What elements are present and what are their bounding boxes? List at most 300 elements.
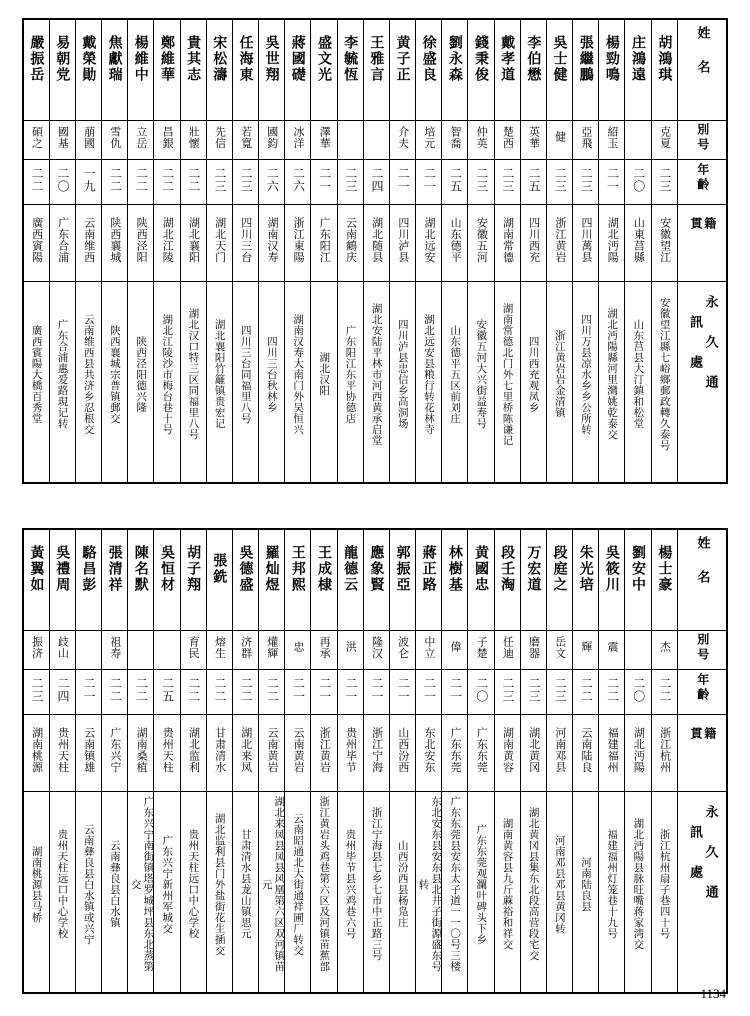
cell-address	[232, 792, 258, 994]
age-text: 二四	[55, 677, 70, 703]
address-text: 湖北安陆平林市河西黄承启堂	[370, 302, 383, 446]
cell-address	[494, 792, 520, 994]
table-row-native	[23, 205, 727, 282]
cell-alias	[468, 631, 494, 670]
name-text: 庄鴻遠	[630, 35, 647, 83]
cell-age	[468, 670, 494, 715]
address-text: 湖南桃源县马桥	[30, 845, 43, 923]
address-text: 云南维西县共济乡忍根交	[82, 313, 95, 435]
cell-age	[651, 670, 677, 715]
cell-name	[311, 529, 337, 631]
cell-age	[389, 670, 415, 715]
name-text: 錢秉俊	[473, 35, 489, 83]
name-text: 段庭之	[551, 545, 568, 593]
cell-native	[363, 715, 389, 792]
cell-age	[442, 670, 468, 715]
native-text: 廣西賓陽	[30, 217, 44, 263]
cell-native	[75, 715, 101, 792]
cell-alias	[49, 121, 75, 160]
cell-age	[49, 160, 75, 205]
cell-address	[75, 792, 101, 994]
cell-alias	[259, 631, 285, 670]
alias-text: 英華	[527, 125, 541, 149]
cell-address	[102, 792, 128, 994]
age-text: 二一	[396, 677, 411, 703]
address-text: 浙江黄岩岩金清镇	[553, 330, 566, 418]
cell-native	[389, 715, 415, 792]
roster-table-top	[22, 18, 728, 484]
name-text: 李毓恆	[342, 35, 359, 83]
alias-text: 澤華	[318, 125, 332, 149]
name-text: 李伯懋	[525, 35, 542, 83]
cell-alias	[599, 631, 625, 670]
cell-native	[599, 205, 625, 282]
cell-native	[416, 715, 442, 792]
cell-name	[573, 529, 599, 631]
cell-alias	[416, 121, 442, 160]
cell-alias	[49, 631, 75, 670]
cell-native	[468, 205, 494, 282]
cell-native	[23, 205, 49, 282]
cell-name	[442, 529, 468, 631]
cell-alias	[154, 121, 180, 160]
native-text: 云南鶴庆	[344, 217, 358, 263]
cell-alias	[363, 121, 389, 160]
cell-age	[520, 160, 546, 205]
cell-name	[49, 19, 75, 121]
cell-native	[416, 205, 442, 282]
cell-address	[363, 792, 389, 994]
address-text: 湖南汉寿大南门外吴恒兴	[292, 313, 305, 435]
cell-name	[520, 529, 546, 631]
name-text: 貴其志	[185, 35, 202, 83]
page-number: 1134	[700, 986, 726, 1001]
header-cell-native	[678, 205, 728, 282]
cell-name	[75, 529, 101, 631]
native-text: 浙江宁海	[370, 727, 384, 773]
cell-name	[494, 529, 520, 631]
address-text: 四川三台秋林乡	[265, 335, 278, 413]
native-text: 山西汾西	[396, 727, 410, 773]
cell-address	[546, 282, 572, 484]
age-text: 二一	[422, 677, 437, 703]
cell-name	[494, 19, 520, 121]
cell-address	[389, 282, 415, 484]
address-text: 山东莒县大汀鎮和松堂	[632, 319, 645, 429]
cell-name	[625, 529, 651, 631]
native-text: 云南黄岩	[292, 727, 306, 773]
cell-alias	[311, 121, 337, 160]
name-text: 陳名默	[132, 545, 149, 593]
age-text: 二一	[317, 677, 332, 703]
age-text: 二一	[291, 677, 306, 703]
cell-name	[23, 529, 49, 631]
cell-address	[154, 792, 180, 994]
cell-native	[573, 715, 599, 792]
name-text: 吳恒材	[158, 545, 175, 593]
native-text: 甘肃清水	[213, 727, 227, 773]
address-text: 云南昭通北大街通祥圃厂转交	[292, 812, 305, 956]
cell-native	[573, 205, 599, 282]
cell-address	[23, 792, 49, 994]
name-text: 駱昌彭	[80, 545, 97, 593]
native-text: 广东阳江	[318, 217, 332, 263]
age-text: 二一	[82, 677, 97, 703]
cell-alias	[102, 631, 128, 670]
cell-age	[337, 160, 363, 205]
age-text: 二三	[553, 167, 568, 193]
address-text: 四川万县凉水乡乡公所转	[579, 313, 592, 435]
name-text: 應象賢	[368, 545, 385, 593]
table-gap	[22, 484, 728, 510]
name-text: 郭振亞	[394, 545, 411, 593]
name-text: 易朝党	[54, 35, 71, 83]
cell-age	[416, 160, 442, 205]
address-text: 浙江宁海县七乡七市中正路三号	[370, 807, 383, 961]
address-text: 湖北汉阳	[318, 352, 331, 396]
cell-age	[494, 670, 520, 715]
cell-address	[49, 282, 75, 484]
address-text: 云南彝良县白水镇	[108, 840, 121, 928]
header-cell-name	[678, 529, 728, 631]
header-age-text: 年齡	[695, 673, 710, 703]
age-text: 二三	[500, 167, 515, 193]
cell-name	[128, 529, 154, 631]
age-text: 二四	[370, 167, 385, 193]
address-text: 甘肃清水县龙山镇思元	[239, 829, 252, 939]
table-row-age	[23, 160, 727, 205]
name-text: 蔣國礎	[289, 35, 306, 83]
age-text: 二三	[527, 677, 542, 703]
name-text: 盛文光	[315, 35, 332, 83]
name-text: 楊士豪	[656, 545, 673, 593]
cell-name	[154, 19, 180, 121]
address-text: 贵州天柱远口中心学校	[56, 829, 69, 939]
age-text: 二三	[239, 167, 254, 193]
age-text: 二一	[422, 167, 437, 193]
cell-name	[102, 529, 128, 631]
native-text: 湖南桃源	[30, 727, 44, 773]
cell-age	[232, 160, 258, 205]
alias-text: 萠國	[82, 125, 96, 149]
cell-native	[49, 205, 75, 282]
cell-alias	[23, 631, 49, 670]
alias-text: 若寬	[239, 125, 253, 149]
cell-address	[625, 282, 651, 484]
cell-alias	[259, 121, 285, 160]
cell-native	[651, 715, 677, 792]
header-native-text: 籍 貫	[689, 726, 717, 742]
cell-name	[259, 19, 285, 121]
name-text: 徐盛良	[420, 35, 437, 83]
alias-text: 碩之	[30, 125, 44, 149]
cell-alias	[389, 121, 415, 160]
name-text: 胡鴻琪	[656, 35, 673, 83]
native-text: 湖北襄阳	[187, 217, 201, 263]
name-text: 鄭維華	[158, 35, 175, 83]
address-text: 湖北监利县门外盐街花生插交	[213, 812, 226, 956]
cell-address	[520, 282, 546, 484]
address-text: 东北安东县安东县北井子街源盛东号转	[417, 796, 443, 972]
cell-name	[232, 529, 258, 631]
native-text: 安徽望江	[658, 217, 672, 263]
cell-native	[259, 205, 285, 282]
cell-alias	[180, 631, 206, 670]
address-text: 广东东莞县安东太子道一一〇号三楼	[449, 796, 462, 972]
cell-age	[154, 160, 180, 205]
cell-age	[285, 160, 311, 205]
name-text: 吳禮周	[54, 545, 71, 593]
cell-age	[102, 670, 128, 715]
alias-text: 震	[606, 641, 620, 653]
address-text: 广东阳江东平协德店	[344, 324, 357, 424]
name-text: 吳士健	[551, 35, 568, 83]
cell-age	[75, 160, 101, 205]
alias-text: 克夏	[658, 125, 672, 149]
cell-name	[154, 529, 180, 631]
cell-alias	[651, 631, 677, 670]
cell-age	[442, 160, 468, 205]
address-text: 陕西襄城宗普镇郵交	[108, 324, 121, 424]
native-text: 湖北监利	[187, 727, 201, 773]
address-text: 云南彝良县白水镇或兴宁	[82, 823, 95, 945]
cell-address	[311, 282, 337, 484]
native-text: 安徽五河	[475, 217, 489, 263]
alias-text: 立岳	[134, 125, 148, 149]
address-text: 湖北沔陽縣河里灣姚乾泰交	[606, 308, 619, 440]
cell-native	[128, 205, 154, 282]
cell-native	[285, 205, 311, 282]
cell-address	[180, 792, 206, 994]
native-text: 湖南黄容	[501, 727, 515, 773]
age-text: 二二	[160, 167, 175, 193]
cell-alias	[154, 631, 180, 670]
cell-native	[259, 715, 285, 792]
cell-name	[206, 529, 232, 631]
age-text: 二三	[579, 167, 594, 193]
cell-age	[206, 160, 232, 205]
alias-text: 健	[553, 131, 567, 143]
alias-text: 隆汉	[370, 635, 384, 659]
cell-alias	[442, 631, 468, 670]
name-text: 胡子翔	[185, 545, 202, 593]
cell-address	[363, 282, 389, 484]
cell-address	[206, 792, 232, 994]
cell-alias	[75, 631, 101, 670]
native-text: 云南黄岩	[265, 727, 279, 773]
native-text: 湖北黄冈	[527, 727, 541, 773]
header-cell-address	[678, 792, 728, 994]
native-text: 山東莒縣	[632, 217, 646, 263]
alias-text: 洪	[344, 641, 358, 653]
age-text: 二〇	[474, 677, 489, 703]
cell-age	[285, 670, 311, 715]
alias-text: 壯懷	[187, 125, 201, 149]
age-text: 二三	[474, 167, 489, 193]
address-text: 山西汾西县杨凫庄	[396, 840, 409, 928]
native-text: 贵州天柱	[56, 727, 70, 773]
cell-address	[389, 792, 415, 994]
cell-address	[259, 792, 285, 994]
cell-address	[573, 792, 599, 994]
cell-native	[651, 205, 677, 282]
address-text: 陕西泾阳德兴隆	[135, 335, 148, 413]
name-text: 戴榮勛	[80, 35, 97, 83]
address-text: 湖南常德北门外七里桥陈谦记	[501, 302, 514, 446]
cell-age	[625, 160, 651, 205]
age-text: 二二	[186, 167, 201, 193]
alias-text: 济群	[239, 635, 253, 659]
cell-age	[154, 670, 180, 715]
cell-alias	[363, 631, 389, 670]
header-address-text: 永 久 通 訊 處	[687, 294, 718, 394]
cell-address	[75, 282, 101, 484]
cell-name	[75, 19, 101, 121]
cell-name	[573, 19, 599, 121]
address-text: 四川三台同福里八号	[239, 324, 252, 424]
cell-native	[206, 205, 232, 282]
cell-age	[206, 670, 232, 715]
cell-address	[311, 792, 337, 994]
cell-age	[259, 160, 285, 205]
cell-name	[102, 19, 128, 121]
name-text: 段壬淘	[499, 545, 516, 593]
cell-address	[23, 282, 49, 484]
cell-name	[180, 529, 206, 631]
cell-age	[389, 160, 415, 205]
native-text: 云南陆良	[580, 727, 594, 773]
cell-address	[416, 792, 442, 994]
cell-name	[180, 19, 206, 121]
cell-native	[337, 715, 363, 792]
alias-text: 輝	[579, 641, 593, 653]
cell-name	[651, 529, 677, 631]
age-text: 二二	[108, 167, 123, 193]
cell-name	[599, 19, 625, 121]
cell-native	[23, 715, 49, 792]
cell-native	[363, 205, 389, 282]
name-text: 焦獻瑞	[106, 35, 123, 83]
age-text: 二二	[239, 677, 254, 703]
cell-address	[546, 792, 572, 994]
cell-age	[128, 670, 154, 715]
address-text: 湖南黄容县九斤蔴裕和祥交	[501, 818, 514, 950]
cell-native	[494, 715, 520, 792]
cell-age	[520, 670, 546, 715]
cell-alias	[625, 631, 651, 670]
name-text: 嚴振岳	[28, 35, 45, 83]
table-row-native	[23, 715, 727, 792]
cell-alias	[494, 121, 520, 160]
address-text: 广东东莞观瀾叶碑头下乡	[475, 823, 488, 945]
cell-alias	[128, 631, 154, 670]
age-text: 二一	[448, 677, 463, 703]
cell-alias	[232, 631, 258, 670]
cell-alias	[546, 631, 572, 670]
native-text: 浙江黄岩	[318, 727, 332, 773]
header-name-text: 姓 名	[694, 536, 710, 586]
cell-alias	[520, 121, 546, 160]
cell-age	[573, 670, 599, 715]
native-text: 湖北天门	[213, 217, 227, 263]
alias-text: 昌銀	[161, 125, 175, 149]
cell-name	[285, 529, 311, 631]
cell-name	[546, 529, 572, 631]
header-cell-age	[678, 670, 728, 715]
alias-text: 育民	[187, 635, 201, 659]
cell-age	[416, 670, 442, 715]
native-text: 浙江杭州	[658, 727, 672, 773]
cell-native	[546, 715, 572, 792]
age-text: 二三	[343, 167, 358, 193]
cell-address	[128, 282, 154, 484]
table-row-names	[23, 529, 727, 631]
native-text: 湖北江陵	[161, 217, 175, 263]
address-text: 安徽望江縣七峪鄉郵政轉久泰号	[658, 297, 671, 451]
cell-name	[23, 19, 49, 121]
alias-text: 波仑	[396, 635, 410, 659]
alias-text: 再承	[318, 635, 332, 659]
native-text: 云南维西	[82, 217, 96, 263]
age-text: 二五	[448, 167, 463, 193]
cell-address	[49, 792, 75, 994]
cell-address	[651, 282, 677, 484]
table-row-address	[23, 792, 727, 994]
cell-native	[625, 205, 651, 282]
cell-native	[337, 205, 363, 282]
native-text: 福建福州	[606, 727, 620, 773]
age-text: 二六	[291, 167, 306, 193]
header-alias-text: 別号	[695, 123, 710, 153]
native-text: 湖南汉寿	[265, 217, 279, 263]
age-text: 二六	[265, 167, 280, 193]
age-text: 二三	[30, 677, 45, 703]
name-text: 黄子正	[394, 35, 411, 83]
native-text: 东北安东	[422, 727, 436, 773]
address-text: 湖北远安县粮行转花林寺	[422, 313, 435, 435]
header-cell-name	[678, 19, 728, 121]
alias-text: 杰	[658, 641, 672, 653]
alias-text: 子楚	[475, 635, 489, 659]
cell-native	[546, 205, 572, 282]
alias-text: 振济	[30, 635, 44, 659]
age-text: 二二	[265, 677, 280, 703]
cell-alias	[442, 121, 468, 160]
cell-native	[520, 205, 546, 282]
cell-alias	[468, 121, 494, 160]
native-text: 四川泸县	[396, 217, 410, 263]
address-text: 湖北黄冈县集东北段高营段宅交	[527, 807, 540, 961]
address-text: 湖北来凤县凤县风凰第六区双河镇苗元	[260, 796, 286, 972]
cell-address	[154, 282, 180, 484]
cell-age	[625, 670, 651, 715]
cell-address	[206, 282, 232, 484]
roster-table-bottom	[22, 528, 728, 994]
alias-text: 歧山	[56, 635, 70, 659]
alias-text: 熔生	[213, 635, 227, 659]
alias-text: 磨器	[527, 635, 541, 659]
name-text: 劉安中	[630, 545, 647, 593]
native-text: 广东东莞	[475, 727, 489, 773]
cell-native	[625, 715, 651, 792]
cell-age	[102, 160, 128, 205]
cell-alias	[337, 121, 363, 160]
header-cell-native	[678, 715, 728, 792]
header-cell-age	[678, 160, 728, 205]
cell-age	[573, 160, 599, 205]
address-text: 山东德平五区前刘庄	[449, 324, 462, 424]
alias-text: 任迪	[501, 635, 515, 659]
